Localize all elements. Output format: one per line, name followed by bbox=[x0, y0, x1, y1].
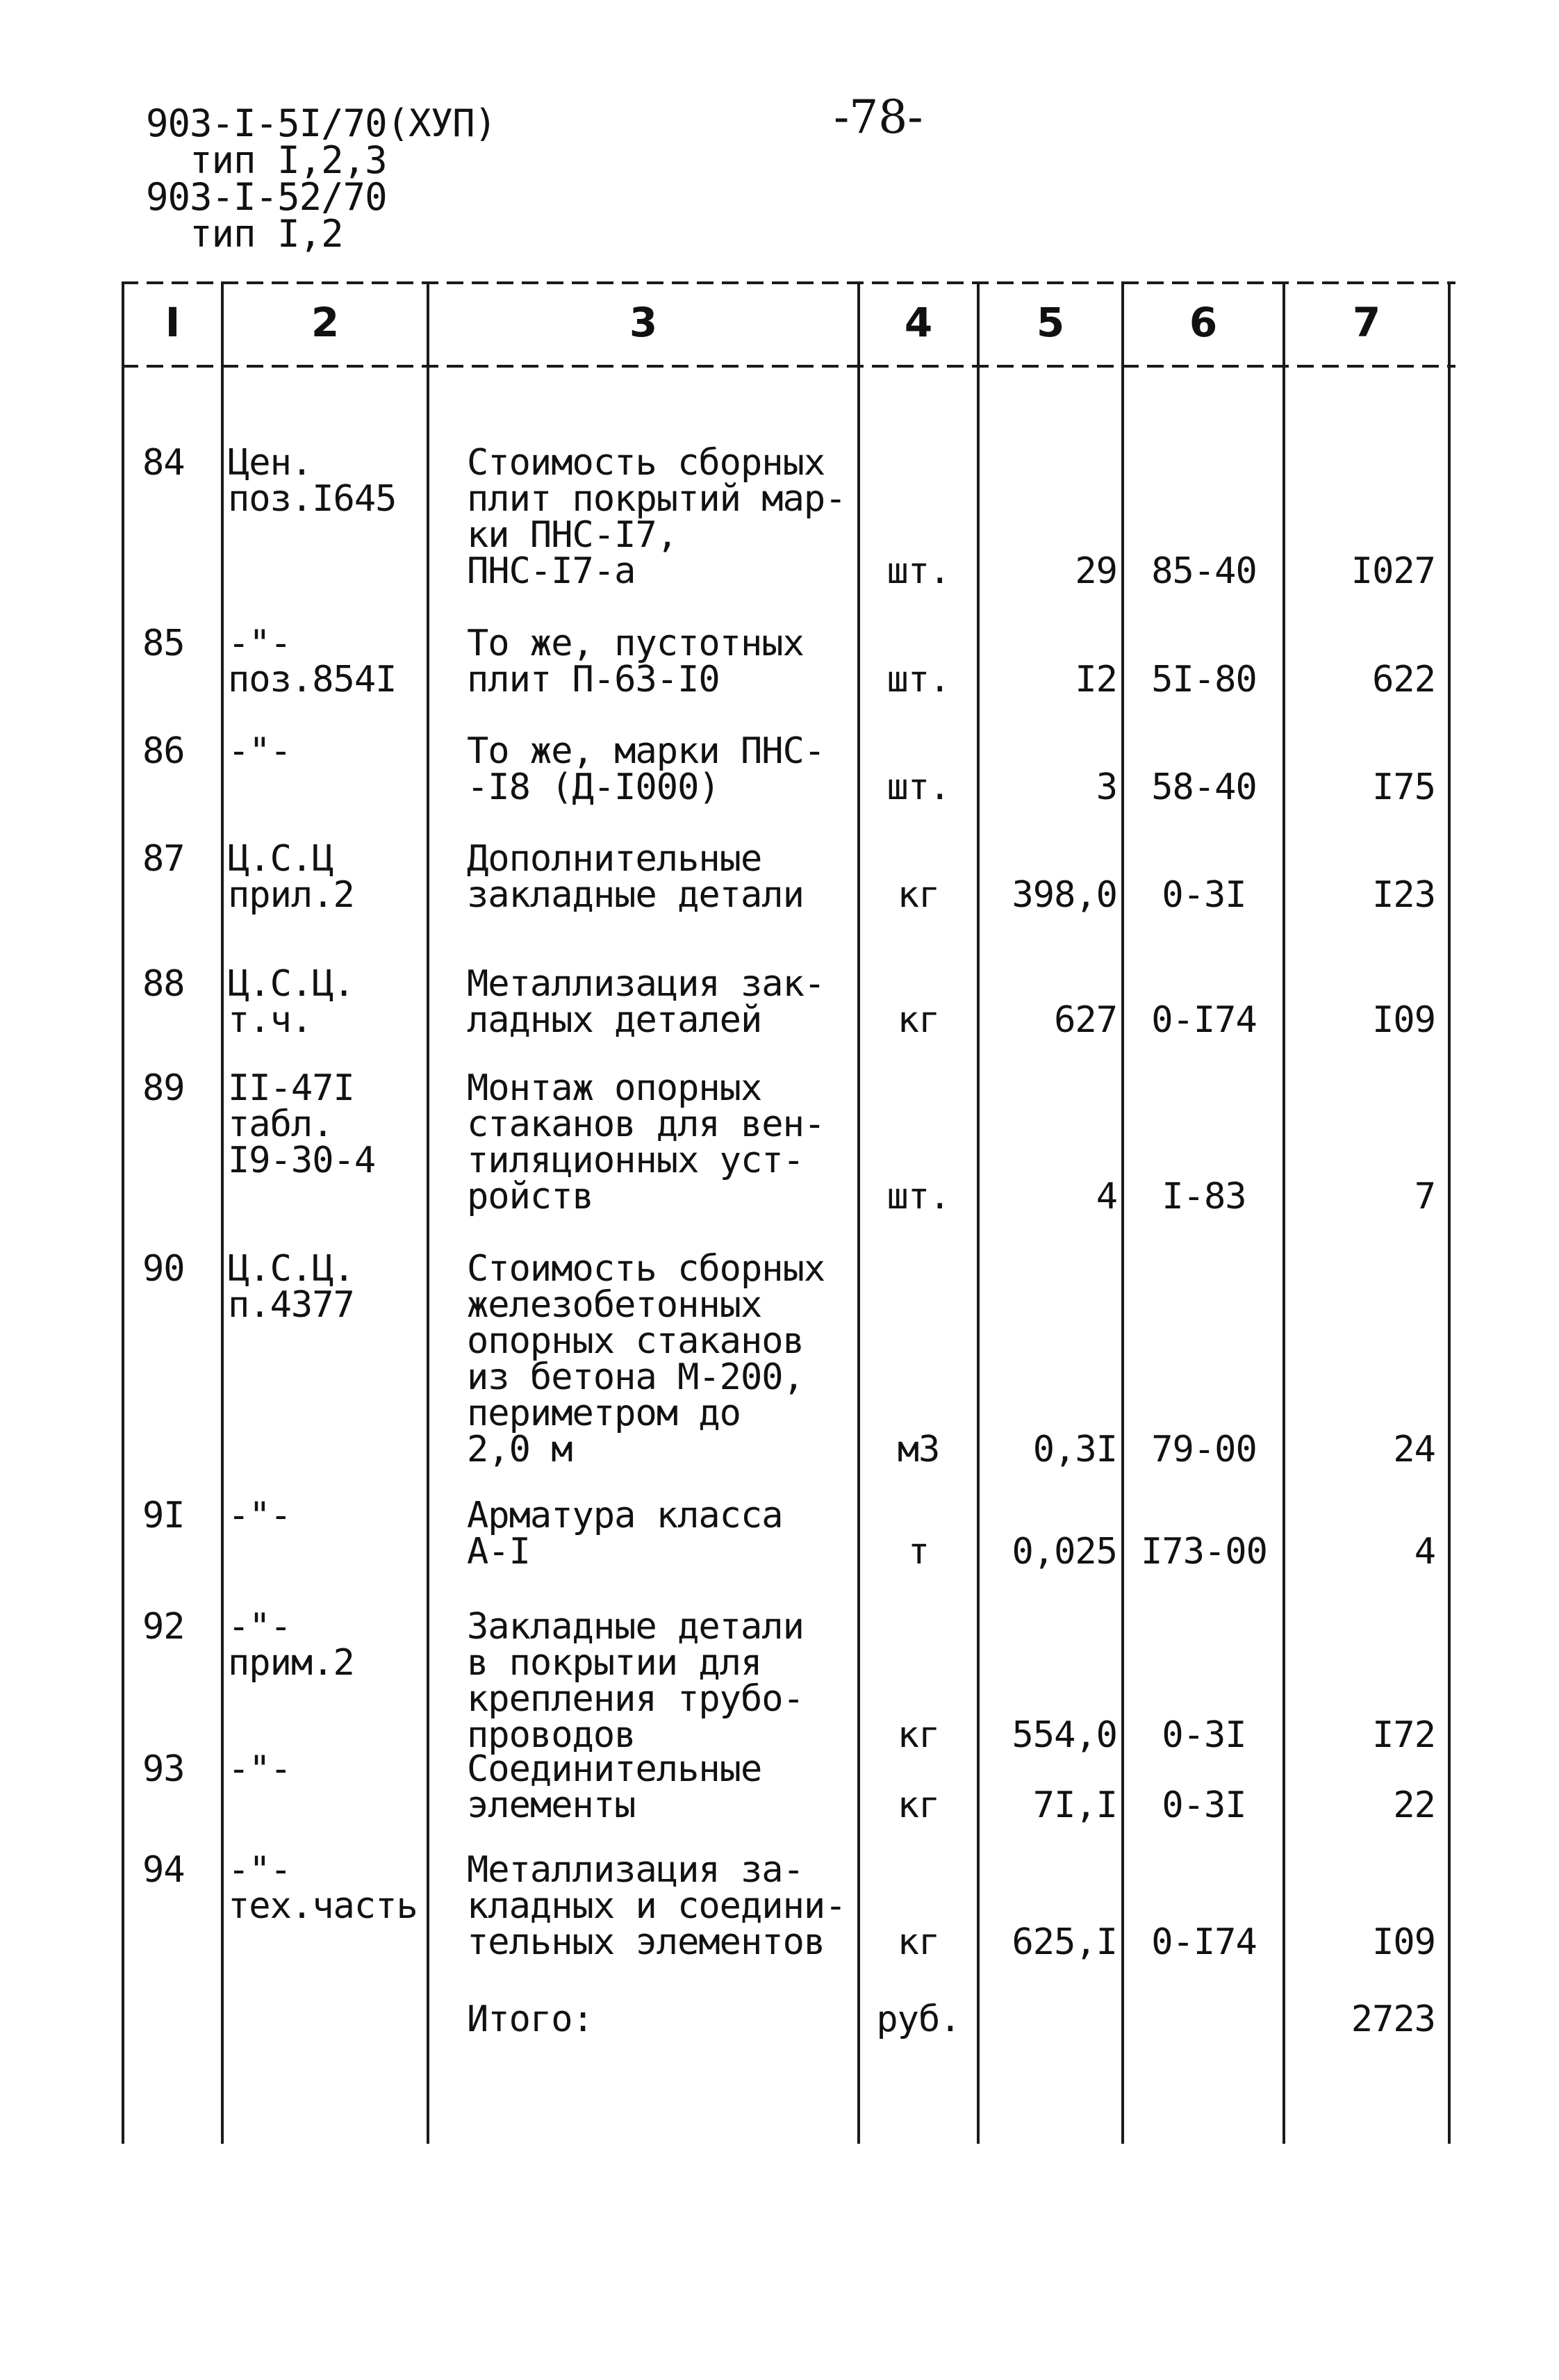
row-unit: кг bbox=[897, 1714, 940, 1756]
summary-total: 2723 bbox=[1351, 1999, 1435, 2040]
row-description: ки ПНС-I7, bbox=[467, 514, 678, 556]
row-quantity: 7I,I bbox=[1032, 1784, 1117, 1826]
row-quantity: I2 bbox=[1075, 659, 1117, 700]
row-unit-price: 85-40 bbox=[1151, 550, 1257, 592]
row-reference: п.4377 bbox=[228, 1284, 354, 1326]
row-description: крепления трубо- bbox=[467, 1678, 804, 1720]
row-quantity: 554,0 bbox=[1012, 1714, 1117, 1756]
row-unit-price: 0-3I bbox=[1162, 1784, 1246, 1826]
row-description: То же, пустотных bbox=[467, 623, 804, 664]
row-number: 86 bbox=[142, 730, 185, 772]
row-reference: тех.часть bbox=[228, 1885, 418, 1927]
doc-code-line-4: тип I,2 bbox=[146, 212, 343, 256]
row-unit-price: I-83 bbox=[1162, 1176, 1246, 1217]
column-header-3: 3 bbox=[629, 299, 658, 346]
row-description: Монтаж опорных bbox=[467, 1067, 762, 1109]
row-description: Металлизация зак- bbox=[467, 963, 825, 1005]
row-total: I09 bbox=[1372, 999, 1435, 1041]
row-description: Арматура класса bbox=[467, 1495, 783, 1536]
column-header-5: 5 bbox=[1036, 299, 1065, 346]
row-reference: -"- bbox=[228, 1748, 291, 1790]
row-quantity: 398,0 bbox=[1012, 874, 1117, 916]
row-description: проводов bbox=[467, 1714, 636, 1756]
column-header-1: I bbox=[165, 299, 181, 346]
row-description: Дополнительные bbox=[467, 838, 762, 880]
row-reference: -"- bbox=[228, 1606, 291, 1648]
row-total: 7 bbox=[1414, 1176, 1435, 1217]
row-unit-price: 58-40 bbox=[1151, 766, 1257, 808]
row-description: Соединительные bbox=[467, 1748, 762, 1790]
row-total: 622 bbox=[1372, 659, 1435, 700]
col-border-1 bbox=[221, 281, 224, 2144]
row-reference: т.ч. bbox=[228, 999, 313, 1041]
row-unit: кг bbox=[897, 1784, 940, 1826]
col-border-5 bbox=[1121, 281, 1124, 2144]
row-description: -I8 (Д-I000) bbox=[467, 766, 720, 808]
row-unit: шт. bbox=[886, 1176, 950, 1217]
row-total: I72 bbox=[1372, 1714, 1435, 1756]
row-quantity: 4 bbox=[1096, 1176, 1117, 1217]
row-description: кладных и соедини- bbox=[467, 1885, 846, 1927]
row-description: из бетона М-200, bbox=[467, 1356, 804, 1398]
column-header-6: 6 bbox=[1189, 299, 1218, 346]
row-unit: т bbox=[907, 1531, 930, 1573]
row-description: опорных стаканов bbox=[467, 1320, 804, 1362]
row-number: 94 bbox=[142, 1849, 185, 1891]
row-total: I027 bbox=[1351, 550, 1435, 592]
table-top-border bbox=[122, 281, 1455, 284]
row-reference: прим.2 bbox=[228, 1642, 354, 1684]
column-header-4: 4 bbox=[904, 299, 933, 346]
row-quantity: 627 bbox=[1054, 999, 1117, 1041]
row-reference: Ц.С.Ц. bbox=[228, 963, 354, 1005]
row-number: 88 bbox=[142, 963, 185, 1005]
row-unit-price: 79-00 bbox=[1151, 1429, 1257, 1470]
row-quantity: 625,I bbox=[1012, 1921, 1117, 1963]
row-total: I23 bbox=[1372, 874, 1435, 916]
row-description: Стоимость сборных bbox=[467, 442, 825, 484]
row-unit-price: 0-3I bbox=[1162, 874, 1246, 916]
row-description: тиляционных уст- bbox=[467, 1140, 804, 1181]
row-unit-price: 0-I74 bbox=[1151, 999, 1257, 1041]
row-description: ройств bbox=[467, 1176, 593, 1217]
row-reference: -"- bbox=[228, 730, 291, 772]
row-reference: -"- bbox=[228, 1849, 291, 1891]
col-border-3 bbox=[857, 281, 860, 2144]
row-reference: -"- bbox=[228, 623, 291, 664]
row-description: элементы bbox=[467, 1784, 636, 1826]
row-number: 87 bbox=[142, 838, 185, 880]
row-description: То же, марки ПНС- bbox=[467, 730, 825, 772]
row-description: А-I bbox=[467, 1531, 530, 1573]
row-total: 22 bbox=[1393, 1784, 1435, 1826]
header-row-border bbox=[122, 365, 1455, 368]
col-border-7 bbox=[1448, 281, 1451, 2144]
row-unit-price: 0-3I bbox=[1162, 1714, 1246, 1756]
row-total: I09 bbox=[1372, 1921, 1435, 1963]
row-quantity: 29 bbox=[1075, 550, 1117, 592]
row-description: ладных деталей bbox=[467, 999, 762, 1041]
row-number: 90 bbox=[142, 1248, 185, 1290]
row-reference: табл. bbox=[228, 1103, 333, 1145]
row-reference: поз.854I bbox=[228, 659, 397, 700]
row-reference: Ц.С.Ц bbox=[228, 838, 333, 880]
row-quantity: 0,025 bbox=[1012, 1531, 1117, 1573]
row-reference: поз.I645 bbox=[228, 478, 397, 520]
row-unit: кг bbox=[897, 999, 940, 1041]
row-quantity: 3 bbox=[1096, 766, 1117, 808]
row-unit-price: 5I-80 bbox=[1151, 659, 1257, 700]
doc-code-line-3: 903-I-52/70 bbox=[146, 175, 387, 219]
row-description: железобетонных bbox=[467, 1284, 762, 1326]
summary-label: Итого: bbox=[467, 1999, 593, 2040]
doc-code-line-1: 903-I-5I/70(ХУП) bbox=[146, 101, 497, 145]
row-number: 85 bbox=[142, 623, 185, 664]
row-description: закладные детали bbox=[467, 874, 804, 916]
row-reference: I9-30-4 bbox=[228, 1140, 376, 1181]
row-description: тельных элементов bbox=[467, 1921, 825, 1963]
row-unit-price: 0-I74 bbox=[1151, 1921, 1257, 1963]
row-total: I75 bbox=[1372, 766, 1435, 808]
row-unit-price: I73-00 bbox=[1141, 1531, 1267, 1573]
row-description: стаканов для вен- bbox=[467, 1103, 825, 1145]
summary-unit: руб. bbox=[876, 1999, 961, 2040]
row-description: Металлизация за- bbox=[467, 1849, 804, 1891]
row-unit: шт. bbox=[886, 550, 950, 592]
row-description: плит П-63-I0 bbox=[467, 659, 720, 700]
row-unit: кг bbox=[897, 874, 940, 916]
row-number: 89 bbox=[142, 1067, 185, 1109]
row-description: Стоимость сборных bbox=[467, 1248, 825, 1290]
row-description: периметром до bbox=[467, 1393, 741, 1434]
row-number: 9I bbox=[142, 1495, 185, 1536]
row-unit: м3 bbox=[897, 1429, 940, 1470]
row-description: Закладные детали bbox=[467, 1606, 804, 1648]
row-number: 84 bbox=[142, 442, 185, 484]
row-unit: шт. bbox=[886, 659, 950, 700]
column-header-7: 7 bbox=[1352, 299, 1381, 346]
row-total: 24 bbox=[1393, 1429, 1435, 1470]
column-header-2: 2 bbox=[311, 299, 340, 346]
col-border-0 bbox=[122, 281, 124, 2144]
row-reference: прил.2 bbox=[228, 874, 354, 916]
row-description: ПНС-I7-а bbox=[467, 550, 636, 592]
row-reference: Ц.С.Ц. bbox=[228, 1248, 354, 1290]
col-border-6 bbox=[1282, 281, 1285, 2144]
row-description: плит покрытий мар- bbox=[467, 478, 846, 520]
row-number: 93 bbox=[142, 1748, 185, 1790]
page-number: -78- bbox=[834, 90, 923, 144]
row-unit: кг bbox=[897, 1921, 940, 1963]
col-border-4 bbox=[977, 281, 980, 2144]
row-total: 4 bbox=[1414, 1531, 1435, 1573]
row-number: 92 bbox=[142, 1606, 185, 1648]
row-reference: -"- bbox=[228, 1495, 291, 1536]
row-unit: шт. bbox=[886, 766, 950, 808]
row-reference: Цен. bbox=[228, 442, 313, 484]
row-reference: II-47I bbox=[228, 1067, 354, 1109]
row-description: в покрытии для bbox=[467, 1642, 762, 1684]
doc-code-line-2: тип I,2,3 bbox=[146, 138, 387, 182]
row-description: 2,0 м bbox=[467, 1429, 572, 1470]
row-quantity: 0,3I bbox=[1032, 1429, 1117, 1470]
